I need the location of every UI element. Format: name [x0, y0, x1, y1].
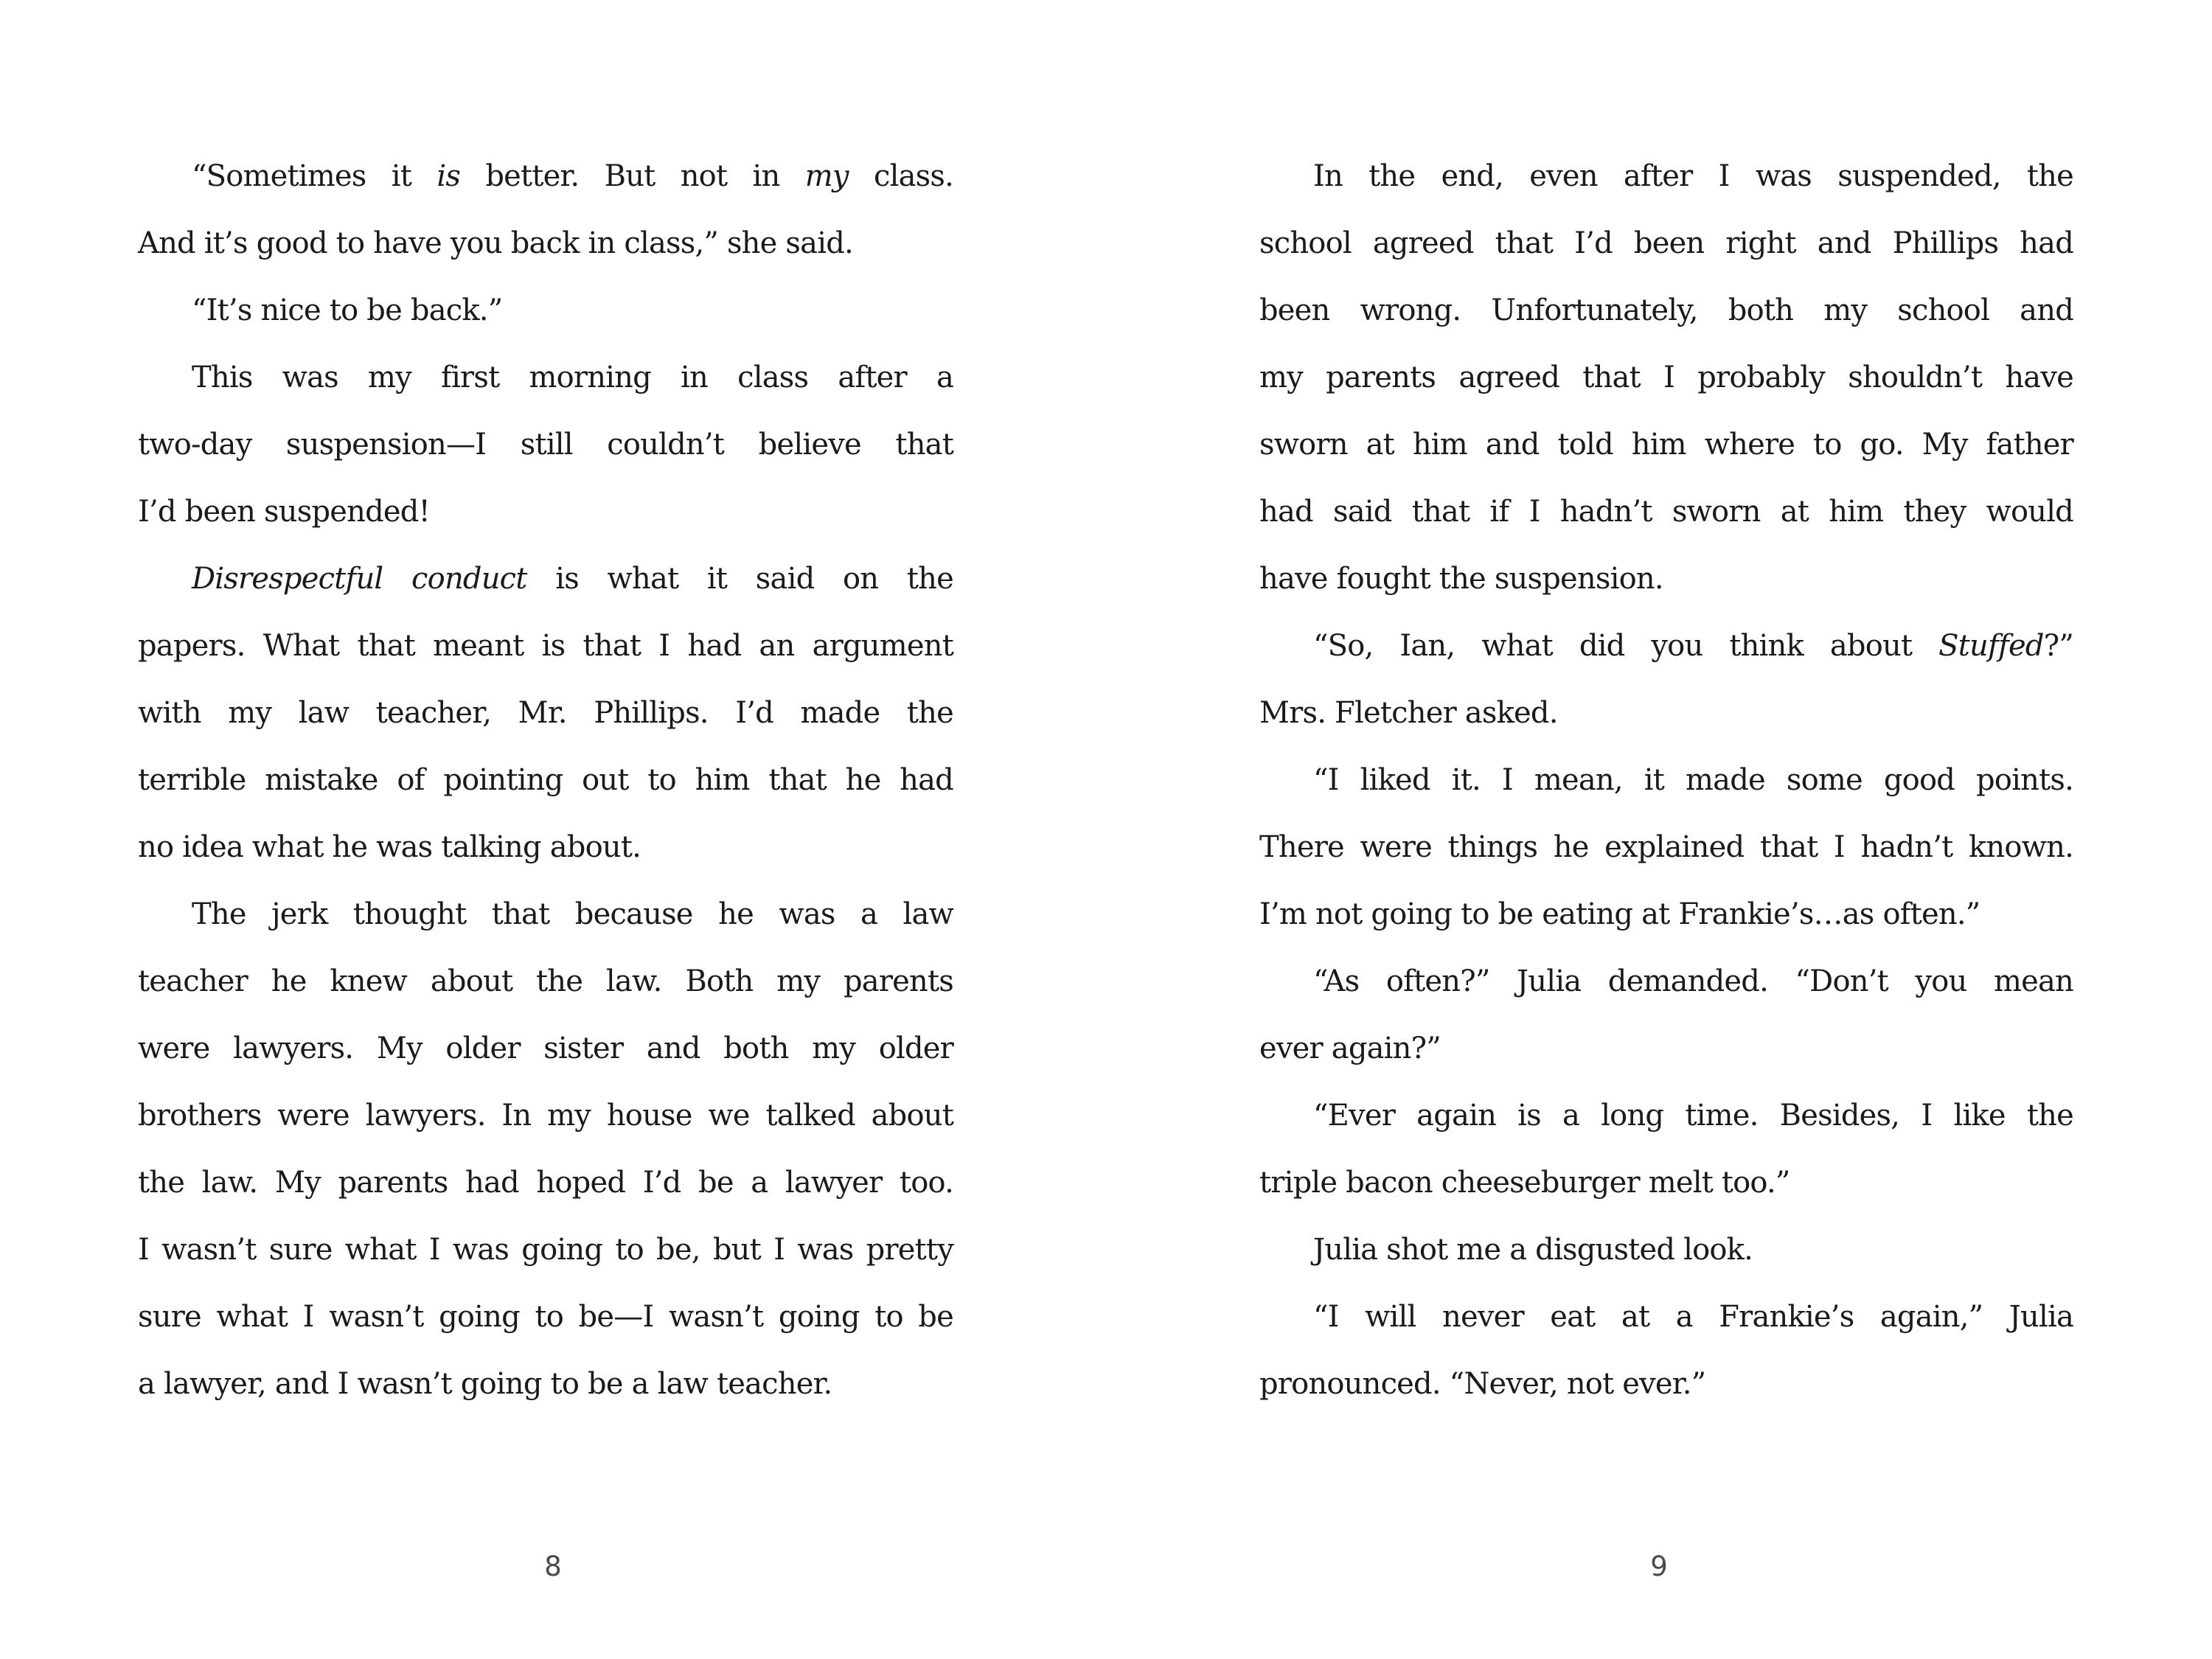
- text-line: [138, 1015, 953, 1082]
- text-line: [138, 1351, 953, 1418]
- text-line: [138, 277, 953, 344]
- left-page-number: 8: [544, 1551, 562, 1582]
- text-segment: And it’s good to have you back in class,” she said.: [138, 226, 853, 260]
- paragraph: [1259, 613, 2073, 747]
- text-line: [138, 747, 953, 814]
- right-page-text: [1259, 143, 2073, 1418]
- text-line: [1259, 881, 2073, 948]
- text-line: [1259, 747, 2073, 814]
- text-segment: Julia shot me a disgusted look.: [1313, 1233, 1753, 1267]
- text-segment: with my law teacher, Mr. Phillips. I’d made the: [138, 696, 953, 730]
- paragraph: [1259, 1284, 2073, 1418]
- text-line: [138, 344, 953, 411]
- text-segment: Mrs. Fletcher asked.: [1259, 696, 1558, 730]
- text-segment: brothers were lawyers. In my house we talked about: [138, 1099, 953, 1133]
- text-segment: sworn at him and told him where to go. My father: [1259, 428, 2073, 462]
- right-page-number: 9: [1650, 1551, 1668, 1582]
- text-segment: pronounced. “Never, not ever.”: [1259, 1367, 1706, 1401]
- text-line: [1259, 1082, 2073, 1150]
- paragraph: [138, 546, 953, 881]
- text-line: [1259, 1217, 2073, 1284]
- text-segment: school agreed that I’d been right and Phillips had: [1259, 226, 2073, 260]
- text-segment: were lawyers. My older sister and both my older: [138, 1032, 953, 1065]
- text-line: [138, 546, 953, 613]
- paragraph: [1259, 747, 2073, 948]
- text-segment: “Ever again is a long time. Besides, I like the: [1313, 1099, 2073, 1133]
- text-segment: had said that if I hadn’t sworn at him they would: [1259, 495, 2073, 529]
- text-line: [138, 1217, 953, 1284]
- text-line: [1259, 210, 2073, 277]
- left-page-text: [138, 143, 953, 1418]
- text-line: [1259, 613, 2073, 680]
- text-line: [1259, 143, 2073, 210]
- text-line: [1259, 948, 2073, 1015]
- text-segment: been wrong. Unfortunately, both my school and: [1259, 293, 2073, 327]
- text-line: [1259, 1284, 2073, 1351]
- text-segment: The jerk thought that because he was a law: [192, 897, 953, 931]
- text-line: [1259, 1015, 2073, 1082]
- text-segment: “So, Ian, what did you think about: [1313, 629, 1939, 663]
- text-line: [1259, 344, 2073, 411]
- text-line: [138, 1150, 953, 1217]
- text-segment: “I will never eat at a Frankie’s again,” Julia: [1313, 1300, 2073, 1334]
- text-segment: two-day suspension—I still couldn’t believe that: [138, 428, 953, 462]
- text-segment: “As often?” Julia demanded. “Don’t you mean: [1313, 964, 2073, 998]
- text-segment: triple bacon cheeseburger melt too.”: [1259, 1166, 1790, 1200]
- text-line: [1259, 680, 2073, 747]
- paragraph: [1259, 948, 2073, 1082]
- text-segment: I’m not going to be eating at Frankie’s…as often.”: [1259, 897, 1980, 931]
- text-segment: ?”: [2043, 629, 2073, 663]
- text-line: [1259, 277, 2073, 344]
- text-line: [1259, 814, 2073, 881]
- text-segment: papers. What that meant is that I had an argument: [138, 629, 953, 663]
- text-line: [138, 948, 953, 1015]
- text-segment: I’d been suspended!: [138, 495, 430, 529]
- italic-text-segment: my: [804, 159, 849, 193]
- text-segment: a lawyer, and I wasn’t going to be a law teacher.: [138, 1367, 832, 1401]
- paragraph: [138, 143, 953, 277]
- italic-text-segment: Disrespectful conduct: [192, 562, 527, 596]
- text-line: [138, 814, 953, 881]
- paragraph: [138, 277, 953, 344]
- text-segment: “I liked it. I mean, it made some good points.: [1313, 763, 2073, 797]
- text-line: [138, 210, 953, 277]
- italic-text-segment: Stuffed: [1938, 629, 2044, 663]
- text-segment: sure what I wasn’t going to be—I wasn’t going to be: [138, 1300, 953, 1334]
- text-line: [138, 411, 953, 479]
- text-segment: terrible mistake of pointing out to him that he had: [138, 763, 953, 797]
- text-line: [1259, 479, 2073, 546]
- paragraph: [1259, 1217, 2073, 1284]
- text-segment: In the end, even after I was suspended, the: [1313, 159, 2073, 193]
- text-line: [138, 1284, 953, 1351]
- text-segment: have fought the suspension.: [1259, 562, 1663, 596]
- paragraph: [1259, 143, 2073, 613]
- text-segment: I wasn’t sure what I was going to be, but I was pretty: [138, 1233, 953, 1267]
- text-segment: ever again?”: [1259, 1032, 1441, 1065]
- text-segment: “Sometimes it: [192, 159, 437, 193]
- text-line: [1259, 1351, 2073, 1418]
- text-line: [138, 1082, 953, 1150]
- text-line: [138, 881, 953, 948]
- text-line: [1259, 546, 2073, 613]
- text-segment: better. But not in: [460, 159, 805, 193]
- italic-text-segment: is: [437, 159, 461, 193]
- text-segment: class.: [848, 159, 953, 193]
- text-line: [138, 680, 953, 747]
- paragraph: [138, 881, 953, 1418]
- text-line: [138, 143, 953, 210]
- text-segment: teacher he knew about the law. Both my parents: [138, 964, 953, 998]
- text-segment: There were things he explained that I hadn’t known.: [1259, 830, 2073, 864]
- text-segment: my parents agreed that I probably shouldn’t have: [1259, 361, 2073, 394]
- text-line: [1259, 411, 2073, 479]
- text-line: [138, 479, 953, 546]
- text-segment: “It’s nice to be back.”: [192, 293, 503, 327]
- paragraph: [138, 344, 953, 546]
- text-line: [1259, 1150, 2073, 1217]
- text-line: [138, 613, 953, 680]
- text-segment: This was my first morning in class after a: [192, 361, 953, 394]
- paragraph: [1259, 1082, 2073, 1217]
- text-segment: is what it said on the: [526, 562, 953, 596]
- text-segment: no idea what he was talking about.: [138, 830, 641, 864]
- text-segment: the law. My parents had hoped I’d be a lawyer too.: [138, 1166, 953, 1200]
